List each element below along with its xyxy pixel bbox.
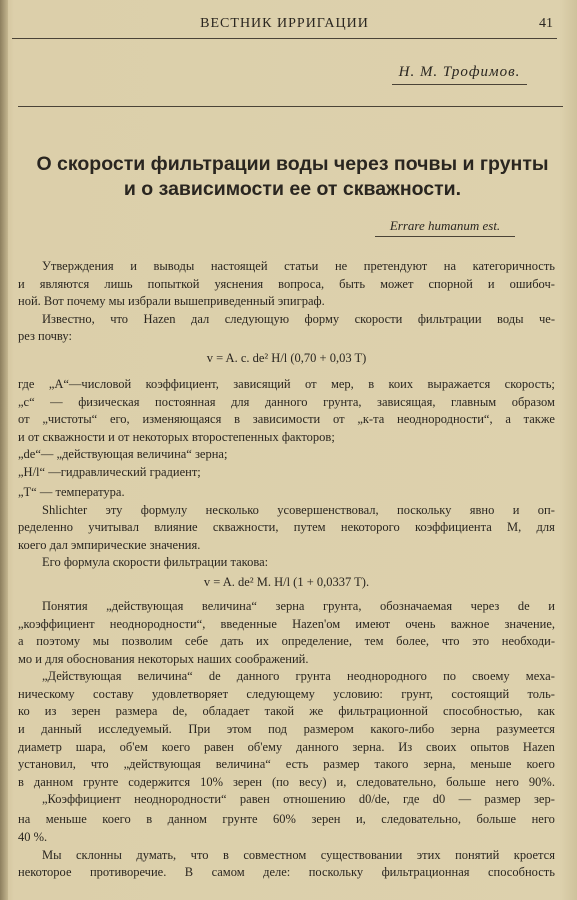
body-line: от „чистоты“ его, изменяющаяся в зависимости от „к-та неоднородности“, а также — [18, 412, 555, 427]
body-line: и от скважности и от некоторых второстепенных факторов; — [18, 429, 335, 444]
article-body — [18, 258, 555, 882]
formula-hazen: v = A. c. de² H/l (0,70 + 0,03 T) — [206, 350, 367, 365]
page-binding-shadow — [0, 0, 8, 900]
running-header — [12, 10, 557, 39]
body-line: „H/l“ —гидравлический градиент; — [18, 464, 201, 479]
epigraph: Errare humanum est. — [375, 218, 515, 237]
divider-rule — [18, 106, 563, 107]
body-line: „c“ — физическая постоянная для данного грунта, зависящая, главным образом — [18, 394, 555, 409]
body-line: и являются лишь попыткой уяснения вопроса, быть может спорной и ошибоч- — [18, 276, 555, 291]
body-line: Известно, что Hazen дал следующую форму скорости фильтрации воды че- — [42, 311, 555, 326]
body-line: коего дал эмпирические значения. — [18, 537, 201, 552]
body-line: Утверждения и выводы настоящей статьи не претендуют на категоричность — [42, 259, 555, 273]
body-line: Shlichter эту формулу несколько усовершенствовал, поскольку явно и оп- — [42, 502, 555, 517]
body-line: ной. Вот почему мы избрали вышеприведенный эпиграф. — [18, 294, 325, 309]
body-line: а поэтому мы позволим себе дать их определение, тем более, что это необходи- — [18, 634, 555, 649]
journal-title: ВЕСТНИК ИРРИГАЦИИ — [200, 16, 369, 31]
body-line: Понятия „действующая величина“ зерна грунта, обозначаемая через de и — [42, 598, 555, 613]
body-line: Мы склонны думать, что в совместном существовании этих понятий кроется — [42, 847, 555, 862]
body-line: установил, что „действующая величина“ есть размер такого зерна, меньше коего — [18, 757, 555, 772]
article-title: О скорости фильтрации воды через почвы и грунты и о зависимости ее от скважности. — [36, 153, 549, 200]
body-line: некоторое противоречие. В самом деле: поскольку фильтрационная способность — [18, 865, 555, 880]
body-line: Его формула скорости фильтрации такова: — [42, 555, 269, 570]
body-line: и данный исследуемый. При этом под размером какого-либо зерна разумеется — [18, 722, 555, 737]
body-line: ническому составу удовлетворяет следующему условию: грунт, состоящий толь- — [18, 686, 555, 701]
body-line: ределенно учитывал влияние скважности, путем некоторого коэффициента M, для — [18, 520, 555, 535]
body-line: на меньше коего в данном грунте 60% зерен и, следовательно, больше него — [18, 812, 555, 827]
body-line: где „A“—числовой коэффициент, зависящий от мер, в коих выражается скорость; — [18, 376, 555, 391]
body-line: „коэффициент неоднородности“, введенные Hazen'ом имеют очень важное значение, — [18, 616, 555, 631]
body-line: мо и для обоснования некоторых наших соображений. — [18, 651, 309, 666]
formula-shlichter: v = A. de² M. H/l (1 + 0,0337 T). — [203, 574, 370, 589]
body-line: „Действующая величина“ de данного грунта неоднородного по своему меха- — [42, 669, 555, 684]
body-line: диаметр шара, об'ем коего равен об'ему данного зерна. Из своих опытов Hazen — [18, 739, 555, 754]
body-line: „de“— „действующая величина“ зерна; — [18, 447, 228, 462]
body-line: 40 %. — [18, 830, 48, 845]
author-name: Н. М. Трофимов. — [392, 64, 527, 85]
body-line: в данном грунте содержится 10% зерен (по весу) и, следовательно, больше него 90%. — [18, 774, 555, 789]
body-line: „Коэффициент неоднородности“ равен отношению d0/de, где d0 — размер зер- — [42, 792, 555, 807]
body-line: „T“ — температура. — [18, 484, 125, 499]
page-number: 41 — [539, 16, 553, 31]
body-line: рез почву: — [18, 329, 72, 344]
body-line: ко из зерен размера de, обладает такой же фильтрационной способностью, как — [18, 704, 555, 719]
